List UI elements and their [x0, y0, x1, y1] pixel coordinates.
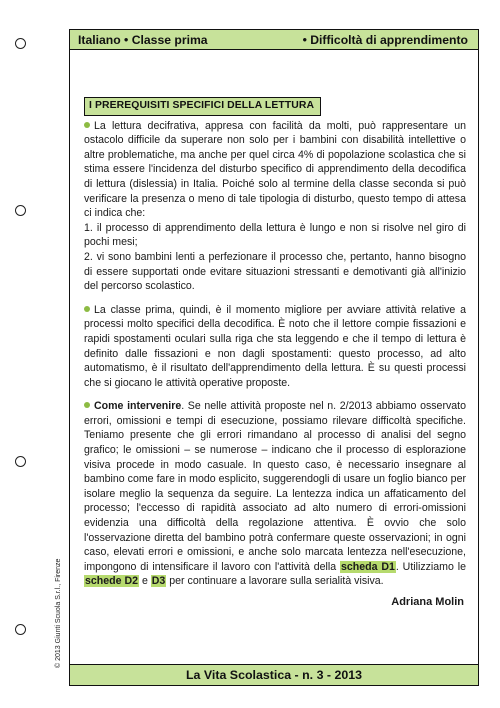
page-footer: La Vita Scolastica - n. 3 - 2013	[70, 664, 478, 685]
paragraph-3-mid: . Utilizziamo le	[395, 560, 466, 573]
highlight-scheda-d3: D3	[151, 575, 166, 588]
page-header	[70, 30, 478, 50]
paragraph-3-lead: Come intervenire	[94, 400, 182, 413]
section-title: I PREREQUISITI SPECIFICI DELLA LETTURA	[84, 97, 321, 116]
paragraph-3-body: . Se nelle attività proposte nel n. 2/2013 abbiamo osservato errori, omissioni e tempi di esecuzione, possiamo rilevare difficoltà specifiche. Teniamo presente che gli errori rimandano al processo di analisi del segno grafico; le omissioni – se numerose – indicano che il processo di esplorazione visiva procede in modo casuale. In questo caso, è necessario insegnare al bambino come fare in modo esplicito, suggerendogli di usare un foglio bianco per isolare meglio la sequenza da seguire. La lentezza indica un affaticamento del processo; l'eccesso di rapidità associato ad alto numero di errori-omissioni evidenzia una difficoltà della regolazione attentiva. È ovvio che solo l'osservazione diretta del bambino potrà confermare queste osservazioni; in ogni caso, elevati errori e omissioni, e anche solo marcata lentezza nell'esecuzione, impongono di intensificare il lavoro con l'attività della	[84, 400, 466, 573]
binder-hole-2	[15, 205, 26, 216]
highlight-scheda-d2: schede D2	[85, 575, 138, 588]
bullet-icon	[84, 402, 90, 408]
header-topic: • Difficoltà di apprendimento	[302, 32, 468, 47]
author-signature: Adriana Molin	[391, 596, 464, 608]
paragraph-1	[84, 119, 466, 294]
header-subject: Italiano • Classe prima	[78, 32, 208, 47]
paragraph-2	[84, 303, 466, 391]
bullet-icon	[84, 122, 90, 128]
side-copyright: © 2013 Giunti Scuola S.r.l., Firenze	[55, 558, 62, 668]
paragraph-1-point-2: 2. vi sono bambini lenti a perfezionare il processo che, pertanto, hanno bisogno di essere supportati onde evitare situazioni stressanti e demotivanti già all'inizio del percorso scolastico.	[84, 250, 466, 293]
binder-hole-3	[15, 456, 26, 467]
paragraph-3-end: per continuare a lavorare sulla serialità visiva.	[166, 575, 384, 588]
paragraph-3-and: e	[139, 575, 151, 588]
paragraph-1-point-1: 1. il processo di apprendimento della lettura è lungo e non si risolve nel giro di pochi mesi;	[84, 221, 466, 249]
highlight-scheda-d1: scheda D1	[340, 560, 395, 573]
bullet-icon	[84, 306, 90, 312]
article-body	[84, 97, 466, 610]
paragraph-3	[84, 399, 466, 589]
page-frame	[69, 29, 479, 686]
binder-hole-1	[15, 38, 26, 49]
paragraph-1-text: La lettura decifrativa, appresa con facilità da molti, può rappresentare un ostacolo difficile da superare non solo per i bambini con disabilità intellettive o altre problematiche, ma anche per quel circa 4% di popolazione scolastica che si stima essere l'incidenza del disturbo specifico di apprendimento della decodifica di lettura (dislessia) in Italia. Poiché solo al termine della classe seconda si può verificare la presenza o meno di tale tipologia di disturbo, questo tempo di attesa ci indica che:	[84, 119, 466, 220]
binder-hole-4	[15, 624, 26, 635]
paragraph-2-text: La classe prima, quindi, è il momento migliore per avviare attività relative a processi molto specifici della decodifica. È noto che il lettore compie fissazioni e rapidi spostamenti oculari sulla riga che sta leggendo e che il tempo di lettura è definito dalle fissazioni e non dagli spostamenti: questo processo, ad alto automatismo, è il risultato dell'apprendimento della lettura. È su questi processi che si giocano le attività operative proposte.	[84, 303, 466, 389]
